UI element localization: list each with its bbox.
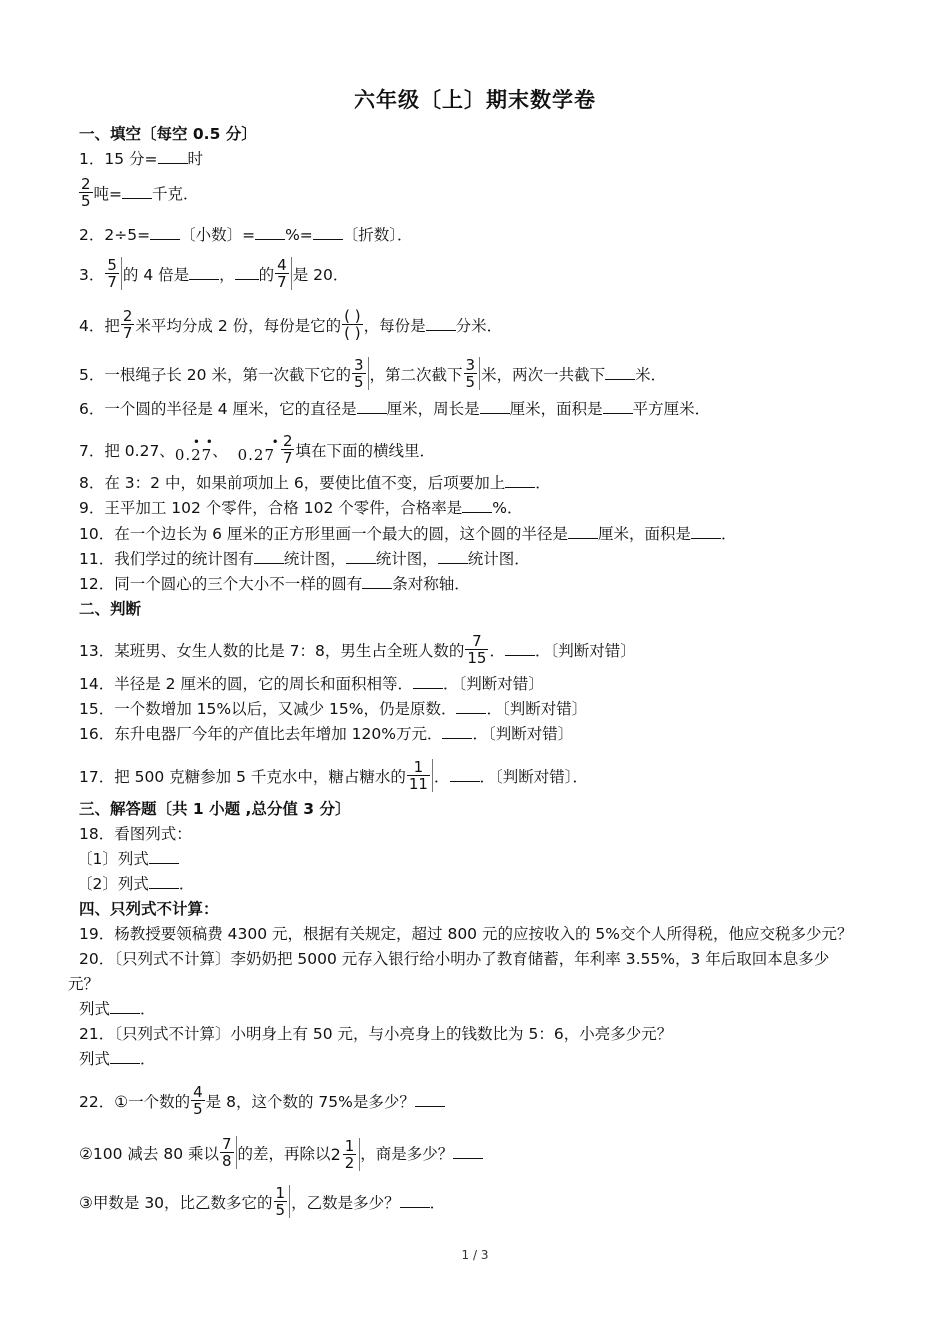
fraction-blank[interactable]: ( ) ( ) [344,307,361,342]
answer-blank[interactable] [110,1049,140,1064]
answer-blank[interactable] [438,549,468,564]
answer-blank[interactable] [462,498,492,513]
answer-blank[interactable] [357,399,387,414]
answer-blank[interactable] [122,184,152,199]
question-1-part-2: $\frac{2}{5}$ 吨= 千克． [81,175,199,210]
question-18-part-2: 〔2〕列式 ． [77,875,195,893]
answer-blank[interactable] [450,767,480,782]
fraction: $\frac{3}{5}$ [352,357,369,390]
answer-blank[interactable] [149,874,179,889]
question-21: 21．〔只列式不计算〕小明身上有 50 元，与小亮身上的钱数比为 5：6，小亮多少元？ [79,1025,673,1043]
question-10: 10．在一个边长为 6 厘米的正方形里画一个最大的圆，这个圆的半径是 厘米，面积是 ． [79,525,737,543]
answer-blank[interactable] [603,399,633,414]
answer-blank[interactable] [413,674,443,689]
answer-blank[interactable] [505,641,535,656]
answer-blank[interactable] [415,1092,445,1107]
question-7: 7．把 0.27、 • • 0.27、 • 0.27 $\frac{2}{7}$ 填在下面的横线里． [79,432,435,467]
repeating-decimal-2: • 0.27 [237,434,280,464]
question-12: 12．同一个圆心的三个大小不一样的圆有 条对称轴． [79,575,470,593]
answer-blank[interactable] [456,699,486,714]
question-1: 1．15 分= 时 [79,150,204,168]
question-20-answer: 列式 ． [79,1000,156,1018]
question-3: 3． $\frac{5}{7}$ 的 4 倍是 ， 的 $\frac{4}{7}$ 是 20． [79,256,349,291]
answer-blank[interactable] [605,365,635,380]
question-22-part-2: ②100 减去 80 乘以 $\frac{7}{8}$ 的差，再除以 2 1 2 ，商是多少？ [79,1138,483,1171]
answer-blank[interactable] [442,724,472,739]
answer-blank[interactable] [568,524,598,539]
fraction: $\frac{2}{5}$ [81,175,91,210]
answer-blank[interactable] [505,473,535,488]
section-heading: 四、只列式不计算： [79,900,219,918]
answer-blank[interactable] [189,265,219,280]
fraction: $\frac{2}{7}$ [282,432,293,467]
answer-blank[interactable] [255,225,285,240]
fraction: $\frac{3}{5}$ [464,357,481,390]
question-19: 19．杨教授要领稿费 4300 元，根据有关规定，超过 800 元的应按收入的 5%交个人所得税，他应交税多少元？ [79,925,853,943]
question-20-wrap: 元？ [68,975,100,993]
question-21-answer: 列式 ． [79,1050,156,1068]
fraction: $\frac{1}{11}$ [407,759,433,792]
section-heading: 一、填空〔每空 0.5 分〕 [79,125,257,143]
answer-blank[interactable] [150,225,180,240]
section-heading: 二、判断 [79,600,142,618]
repeating-decimal-1: • • 0.27 [174,434,214,464]
answer-blank[interactable] [362,574,392,589]
section-heading: 三、解答题〔共 1 小题 ,总分值 3 分〕 [79,800,351,818]
question-4: 4．把 $\frac{2}{7}$ 米平均分成 2 份，每份是它的 ( ) ( ) ，每份是 分米． [79,307,503,342]
answer-blank[interactable] [691,524,721,539]
question-2: 2．2÷5= 〔小数〕= %= 〔折数〕． [79,226,413,244]
fraction: $\frac{4}{5}$ [193,1083,203,1118]
answer-blank[interactable] [453,1144,483,1159]
answer-blank[interactable] [400,1193,430,1208]
question-22-part-1: 22．①一个数的 $\frac{4}{5}$ 是 8，这个数的 75%是多少？ [79,1086,445,1119]
answer-blank[interactable] [254,549,284,564]
answer-blank[interactable] [110,999,140,1014]
fraction: $\frac{7}{8}$ [220,1136,237,1169]
question-18: 18．看图列式： [79,825,192,843]
question-16: 16．东升电器厂今年的产值比去年增加 120%万元． ．〔判断对错〕 [79,725,574,743]
question-11: 11．我们学过的统计图有 统计图， 统计图， 统计图． [79,550,530,568]
answer-blank[interactable] [480,399,510,414]
fraction: $\frac{2}{7}$ [122,307,133,342]
question-9: 9．王平加工 102 个零件，合格 102 个零件，合格率是 %． [79,499,523,517]
fraction: $\frac{1}{5}$ [274,1185,291,1218]
answer-blank[interactable] [346,549,376,564]
mixed-number: 2 1 2 [331,1138,361,1171]
question-20: 20．〔只列式不计算〕李奶奶把 5000 元存入银行给小明办了教育储蓄，年利率 3.55%，3 年后取回本息多少 [79,950,830,968]
question-13: 13．某班男、女生人数的比是 7：8，男生占全班人数的 $\frac{7}{15}$ ． ．〔判断对错〕 [79,632,636,667]
question-6: 6．一个圆的半径是 4 厘米，它的直径是 厘米，周长是 厘米，面积是 平方厘米． [79,400,711,418]
question-5: 5．一根绳子长 20 米，第一次截下它的 $\frac{3}{5}$ ，第二次截下 $\frac{3}{5}$ 米，两次一共截下 米． [79,356,667,391]
answer-blank[interactable] [235,265,259,280]
answer-blank[interactable] [426,316,456,331]
question-22-part-3: ③甲数是 30，比乙数多它的 $\frac{1}{5}$ ，乙数是多少？ ． [79,1184,446,1219]
answer-blank[interactable] [313,225,343,240]
fraction: $\frac{5}{7}$ [105,257,122,290]
page-title: 六年级〔上〕期末数学卷 [354,88,596,112]
fraction: $\frac{7}{15}$ [467,632,487,667]
answer-blank[interactable] [149,849,179,864]
question-14: 14．半径是 2 厘米的圆，它的周长和面积相等． ．〔判断对错〕 [79,675,544,693]
answer-blank[interactable] [158,149,188,164]
question-8: 8．在 3：2 中，如果前项加上 6，要使比值不变，后项要加上 ． [79,474,551,492]
question-15: 15．一个数增加 15%以后，又减少 15%，仍是原数． ．〔判断对错〕 [79,700,588,718]
page-number: 1 / 3 [461,1248,489,1262]
fraction: $\frac{4}{7}$ [275,257,292,290]
question-17: 17．把 500 克糖参加 5 千克水中，糖占糖水的 $\frac{1}{11}$ ． ．〔判断对错〕． [79,758,589,793]
question-18-part-1: 〔1〕列式 [77,849,179,869]
